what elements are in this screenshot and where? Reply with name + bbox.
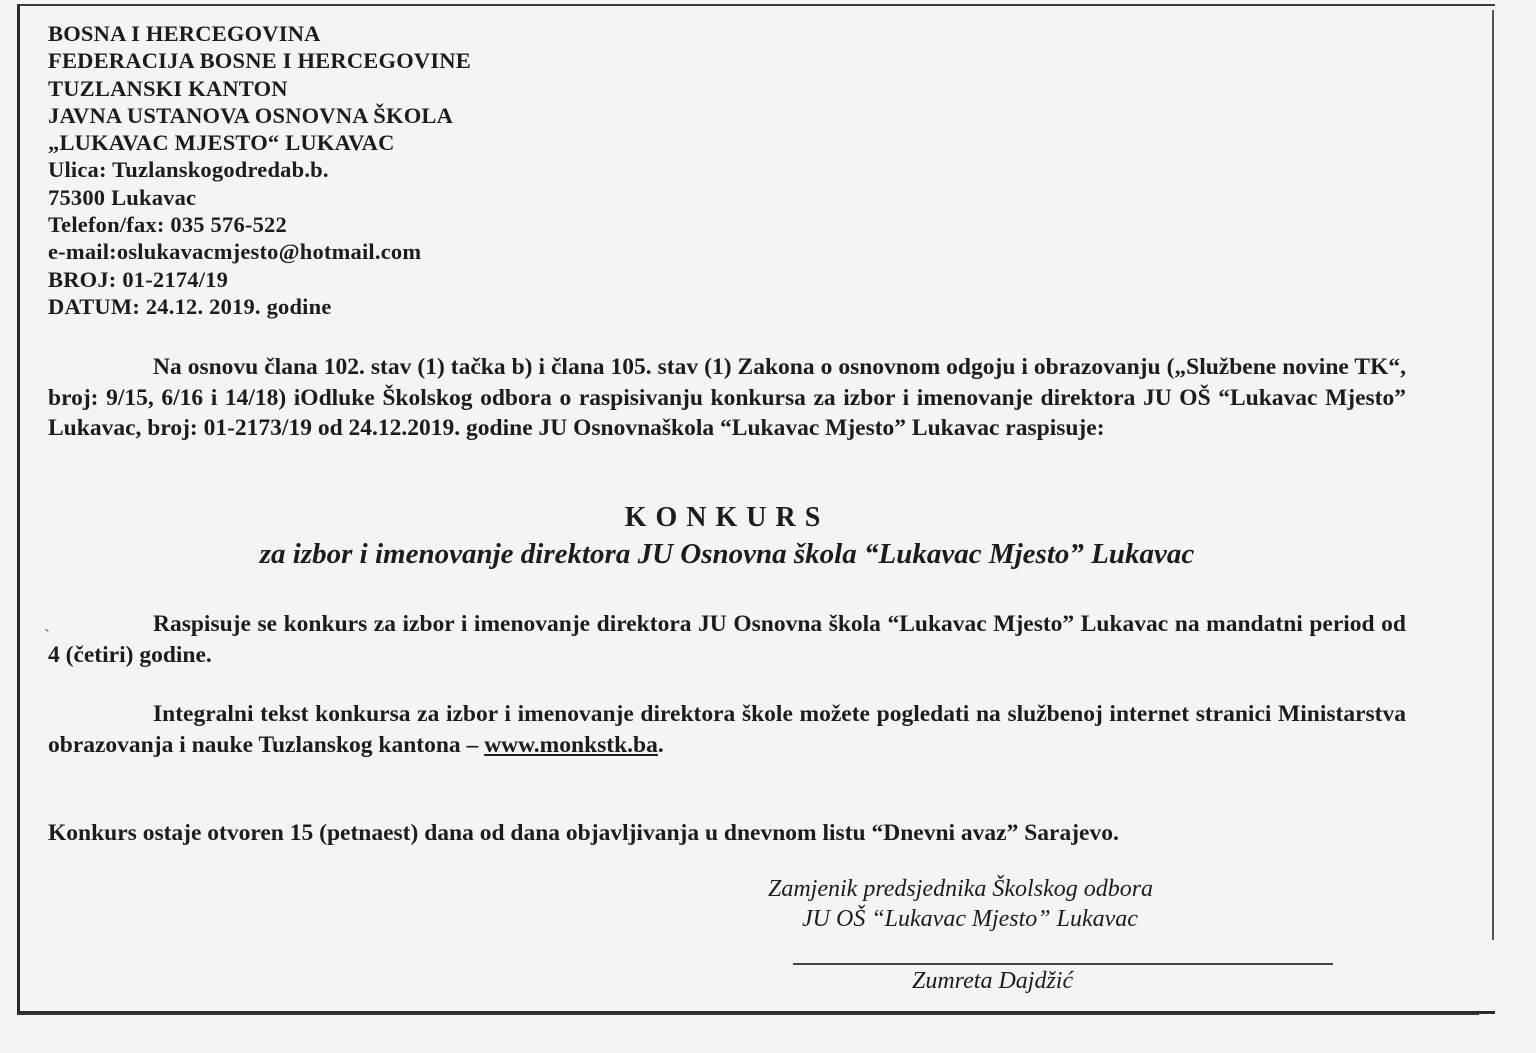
intro-paragraph: Na osnovu člana 102. stav (1) tačka b) i člana 105. stav (1) Zakona o osnovnom odgoju i obrazovanju („Službene novine TK“, broj: 9/15, 6/16 i 14/18) iOdluke Školskog odbora o raspisivanju konkursa za izbor i imenovanje direktora JU OŠ “Lukavac Mjesto” Lukavac, broj: 01-2173/19 od 24.12.2019. godine JU Osnovnaškola “Lukavac Mjesto” Lukavac raspisuje: (48, 354, 1406, 441)
info-paragraph (48, 699, 1406, 760)
scan-speck-mark: ˏ (44, 612, 50, 632)
letterhead-canton: TUZLANSKI KANTON (48, 75, 288, 101)
signatory-school: JU OŠ “Lukavac Mjesto” Lukavac (802, 906, 1138, 932)
document-number: BROJ: 01-2174/19 (48, 266, 229, 292)
letterhead-street: Ulica: Tuzlanskogodredab.b. (48, 157, 329, 183)
info-period: . (657, 731, 664, 758)
letterhead-institution: JAVNA USTANOVA OSNOVNA ŠKOLA (48, 102, 454, 128)
info-text: Integralni tekst konkursa za izbor i imenovanje direktora škole možete pogledati na službenoj internet stranici Ministarstva obrazovanja i nauke Tuzlanskog kantona – (48, 701, 1406, 758)
signature-line (793, 963, 1333, 965)
letterhead (48, 20, 471, 320)
ministry-website-link[interactable]: www.monkstk.ba (484, 731, 658, 758)
document-date: DATUM: 24.12. 2019. godine (48, 293, 332, 319)
notice-subtitle: za izbor i imenovanje direktora JU Osnovna škola “Lukavac Mjesto” Lukavac (259, 538, 1195, 570)
signatory-name: Zumreta Dajdžić (912, 968, 1074, 994)
letterhead-email: e-mail:oslukavacmjesto@hotmail.com (48, 239, 422, 265)
announcement-paragraph: Raspisuje se konkurs za izbor i imenovanje direktora JU Osnovna škola “Lukavac Mjesto” Lukavac na mandatni period od 4 (četiri) godine. (48, 611, 1406, 668)
deadline-paragraph: Konkurs ostaje otvoren 15 (petnaest) dana od dana objavljivanja u dnevnom listu “Dnevni avaz” Sarajevo. (48, 820, 1119, 846)
signatory-role: Zamjenik predsjednika Školskog odbora (768, 876, 1154, 902)
letterhead-city: 75300 Lukavac (48, 184, 197, 210)
notice-title: KONKURS (624, 502, 830, 533)
letterhead-federation: FEDERACIJA BOSNE I HERCEGOVINE (48, 48, 471, 74)
letterhead-phone: Telefon/fax: 035 576-522 (48, 212, 287, 238)
bottom-rule (17, 1013, 1479, 1015)
frame-right-edge (1492, 10, 1494, 940)
letterhead-country: BOSNA I HERCEGOVINA (48, 21, 321, 46)
letterhead-school-name: „LUKAVAC MJESTO“ LUKAVAC (48, 130, 395, 156)
